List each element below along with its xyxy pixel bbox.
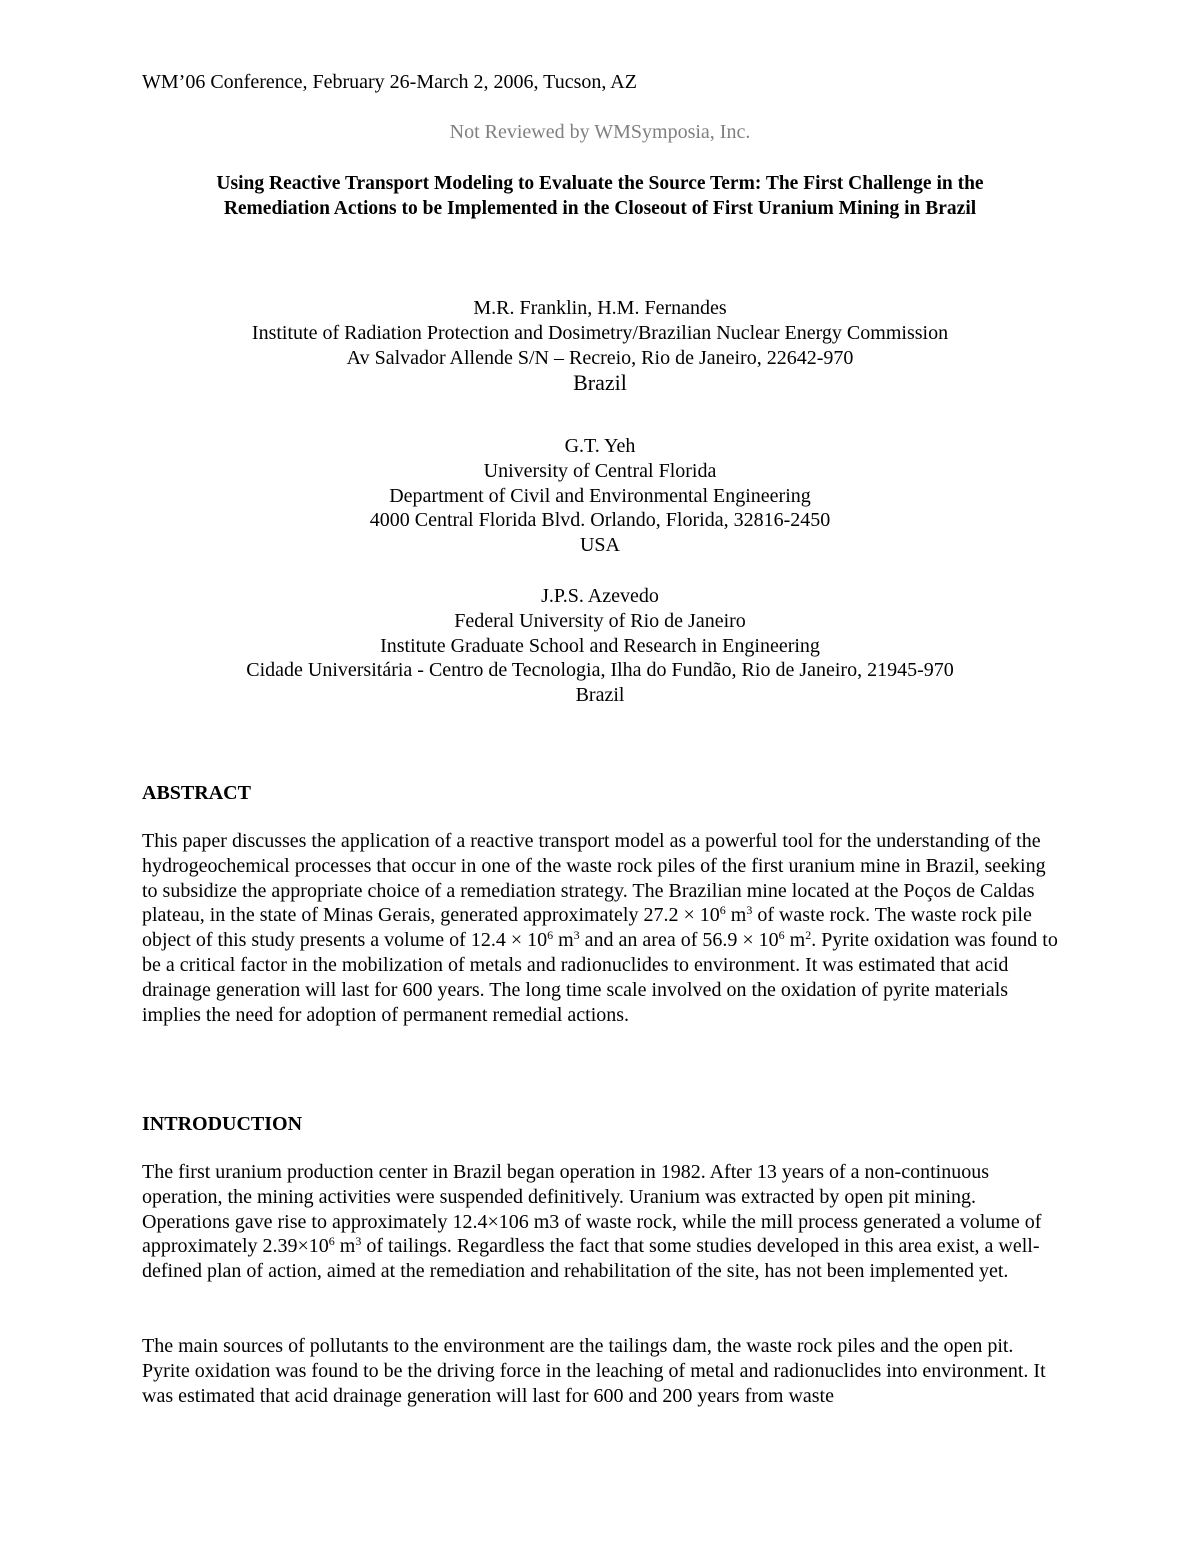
superscript: 2: [805, 928, 812, 943]
author-address: 4000 Central Florida Blvd. Orlando, Florida, 32816-2450: [369, 509, 831, 532]
conference-header: WM’06 Conference, February 26-March 2, 2006, Tucson, AZ: [142, 71, 637, 93]
author-department: Department of Civil and Environmental Engineering: [389, 484, 811, 507]
abstract-body: [142, 829, 1058, 1027]
intro-text: m: [334, 1235, 356, 1258]
abstract-text: This paper discusses the application of a reactive transport model as a powerful tool for the understanding of the hydrogeochemical processes that occur in one of the waste rock piles of the first uranium mine in Brazil, seeking to subsidize the appropriate choice of a remediation strategy. The Brazilian mine located at the Poços de Caldas plateau, in the state of Minas Gerais, generated approximately 27.2 × 10: [142, 830, 1046, 927]
superscript: 3: [573, 928, 580, 943]
author-affiliation: University of Central Florida: [483, 459, 717, 482]
author-affiliation: Institute of Radiation Protection and Dosimetry/Brazilian Nuclear Energy Commission: [251, 321, 949, 344]
introduction-paragraph-2: [142, 1334, 1058, 1408]
superscript: 3: [355, 1234, 362, 1249]
abstract-text: of waste rock. The waste rock pile object of this study presents a volume of 12.4 × 10: [142, 904, 1032, 952]
abstract-text: and an area of 56.9 × 10: [579, 929, 779, 952]
abstract-text: m: [553, 929, 574, 952]
superscript: 6: [328, 1234, 335, 1249]
intro-text: of tailings. Regardless the fact that some studies developed in this area exist, a well-defined plan of action, aimed at the remediation and rehabilitation of the site, has not been implemented yet.: [142, 1235, 1040, 1283]
superscript: 6: [778, 928, 785, 943]
author-country: USA: [579, 534, 620, 557]
introduction-paragraph-1: [142, 1160, 1058, 1284]
title-line-1: Using Reactive Transport Modeling to Evaluate the Source Term: The First Challenge in the: [216, 173, 984, 194]
author-block-1: [0, 296, 1200, 396]
author-address: Cidade Universitária - Centro de Tecnologia, Ilha do Fundão, Rio de Janeiro, 21945-970: [246, 659, 954, 682]
author-block-3: [0, 584, 1200, 708]
abstract-text: m: [784, 929, 806, 952]
abstract-text: m: [725, 904, 747, 927]
abstract-paragraph: [142, 829, 1058, 1027]
paper-title: [140, 171, 1060, 221]
title-line-2: Remediation Actions to be Implemented in the Closeout of First Uranium Mining in Brazil: [223, 198, 977, 219]
superscript: 6: [719, 903, 726, 918]
author-names: G.T. Yeh: [564, 435, 636, 457]
author-country: Brazil: [575, 684, 625, 707]
author-block-2: [0, 434, 1200, 558]
superscript: 3: [746, 903, 753, 918]
review-notice: Not Reviewed by WMSymposia, Inc.: [449, 121, 751, 143]
author-department: Institute Graduate School and Research in Engineering: [380, 634, 820, 657]
introduction-heading: INTRODUCTION: [142, 1113, 303, 1135]
intro-text: The first uranium production center in Brazil began operation in 1982. After 13 years of a non-continuous operation, the mining activities were suspended definitively. Uranium was extracted by open pit mining. Operations gave rise to approximately 12.4×106 m3 of waste rock, while the mill process generated a volume of approximately 2.39×10: [142, 1161, 1042, 1258]
intro-paragraph: The main sources of pollutants to the environment are the tailings dam, the waste rock piles and the open pit. Pyrite oxidation was found to be the driving force in the leaching of metal and radionuclides into environment. It was estimated that acid drainage generation will last for 600 and 200 years from waste: [142, 1335, 1046, 1407]
abstract-heading: ABSTRACT: [142, 782, 251, 804]
author-address: Av Salvador Allende S/N – Recreio, Rio de Janeiro, 22642-970: [346, 346, 854, 369]
author-country: Brazil: [573, 370, 627, 396]
superscript: 6: [547, 928, 554, 943]
author-names: M.R. Franklin, H.M. Fernandes: [473, 297, 727, 319]
intro-paragraph: [142, 1160, 1058, 1284]
author-names: J.P.S. Azevedo: [541, 585, 659, 607]
author-affiliation: Federal University of Rio de Janeiro: [454, 609, 746, 632]
abstract-text: . Pyrite oxidation was found to be a critical factor in the mobilization of metals and radionuclides to environment. It was estimated that acid drainage generation will last for 600 years. The long time scale involved on the oxidation of pyrite materials implies the need for adoption of permanent remedial actions.: [142, 929, 1058, 1026]
